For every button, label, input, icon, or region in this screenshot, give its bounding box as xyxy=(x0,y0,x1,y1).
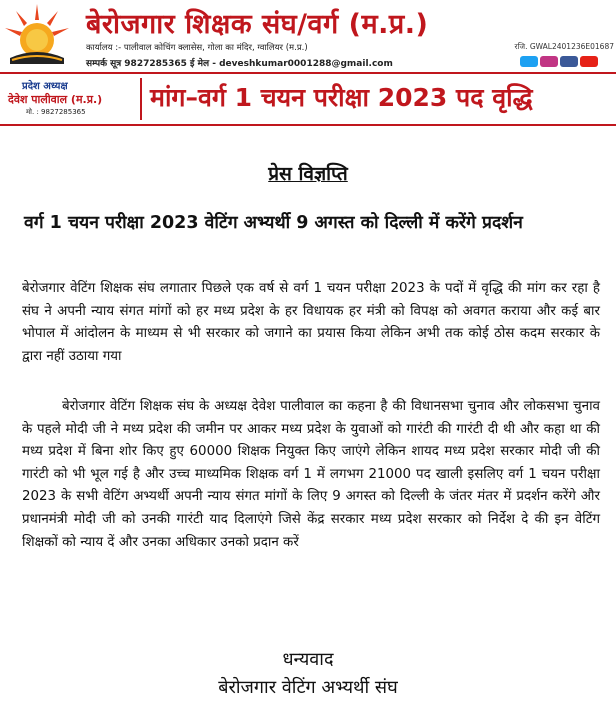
office-address: कार्यालय :- पालीवाल कोचिंग क्लासेस, गोला का मंदिर, ग्वालियर (म.प्र.) xyxy=(86,43,308,53)
youtube-icon xyxy=(580,56,598,67)
press-release-body xyxy=(0,128,616,725)
president-mobile: मो. : 9827285365 xyxy=(26,108,86,116)
signature-text: बेरोजगार वेटिंग अभ्यर्थी संघ xyxy=(218,677,398,698)
president-name: देवेश पालीवाल (म.प्र.) xyxy=(8,93,103,106)
paragraph-2: बेरोजगार वेटिंग शिक्षक संघ के अध्यक्ष देवेश पालीवाल का कहना है की विधानसभा चुनाव और लोकसभा चुनाव के पहले मोदी जी ने मध्य प्रदेश की जमीन पर आकर मध्य प्रदेश के युवाओं को गारंटी की गारंटी दी थी और कहा था की मध्य प्रदेश में बिना शोर किए हुए 60000 शिक्षक नियुक्त किए जाएंगे लेकिन शायद मध्य प्रदेश सरकार मोदी जी की गारंटी को भी भूल गई है और उच्च माध्यमिक शिक्षक वर्ग 1 में लगभग 21000 पद खाली इसलिए वर्ग 1 चयन परीक्षा 2023 के सभी वेटिंग अभ्यर्थी अपनी न्याय संगत मांगों के लिए 9 अगस्त को दिल्ली के जंतर मंतर में प्रदर्शन करेंगे और प्रधानमंत्री मोदी जी को उनकी गारंटी याद दिलाएंगे जिसे केंद्र सरकार मध्य प्रदेश सरकार को निर्देश दे की इन वेटिंग शिक्षकों को न्याय दें और उनका अधिकार उनको प्रदान करें xyxy=(22,399,600,550)
banner-divider xyxy=(0,124,616,126)
twitter-icon xyxy=(520,56,538,67)
press-release-title xyxy=(0,160,616,186)
press-release-title-text: प्रेस विज्ञप्ति xyxy=(268,163,348,185)
facebook-icon xyxy=(560,56,578,67)
president-block xyxy=(0,76,138,122)
vertical-divider xyxy=(140,78,142,120)
press-release-subhead: वर्ग 1 चयन परीक्षा 2023 वेटिंग अभ्यर्थी 9 अगस्त को दिल्ली में करेंगे प्रदर्शन xyxy=(24,213,523,233)
header-divider xyxy=(0,72,616,74)
registration-number: रजि. GWAL2401236E01687 xyxy=(514,42,614,51)
letterhead xyxy=(0,0,616,74)
social-icons xyxy=(520,56,598,68)
thanks-text: धन्यवाद xyxy=(282,649,334,670)
instagram-icon xyxy=(540,56,558,67)
closing-block xyxy=(0,646,616,702)
president-role: प्रदेश अध्यक्ष xyxy=(22,81,68,92)
rising-sun-logo-icon xyxy=(2,2,72,68)
paragraph-1: बेरोजगार वेटिंग शिक्षक संघ लगातार पिछले एक वर्ष से वर्ग 1 चयन परीक्षा 2023 के पदों में वृद्धि की मांग कर रहा है संघ ने अपनी न्याय संगत मांगों को हर मध्य प्रदेश के हर विधायक हर मंत्री को विपक्ष को अवगत कराया और कई बार भोपाल में आंदोलन के माध्यम से भी सरकार को जगाने का प्रयास किया लेकिन अभी तक कोई ठोस कदम सरकार के द्वारा नहीं उठाया गया xyxy=(22,281,600,364)
organization-name: बेरोजगार शिक्षक संघ/वर्ग (म.प्र.) xyxy=(86,9,429,40)
contact-line: सम्पर्क सूत्र 9827285365 ई मेल - deveshkumar0001288@gmail.com xyxy=(86,59,393,69)
demand-banner: मांग–वर्ग 1 चयन परीक्षा 2023 पद वृद्धि xyxy=(150,83,533,112)
